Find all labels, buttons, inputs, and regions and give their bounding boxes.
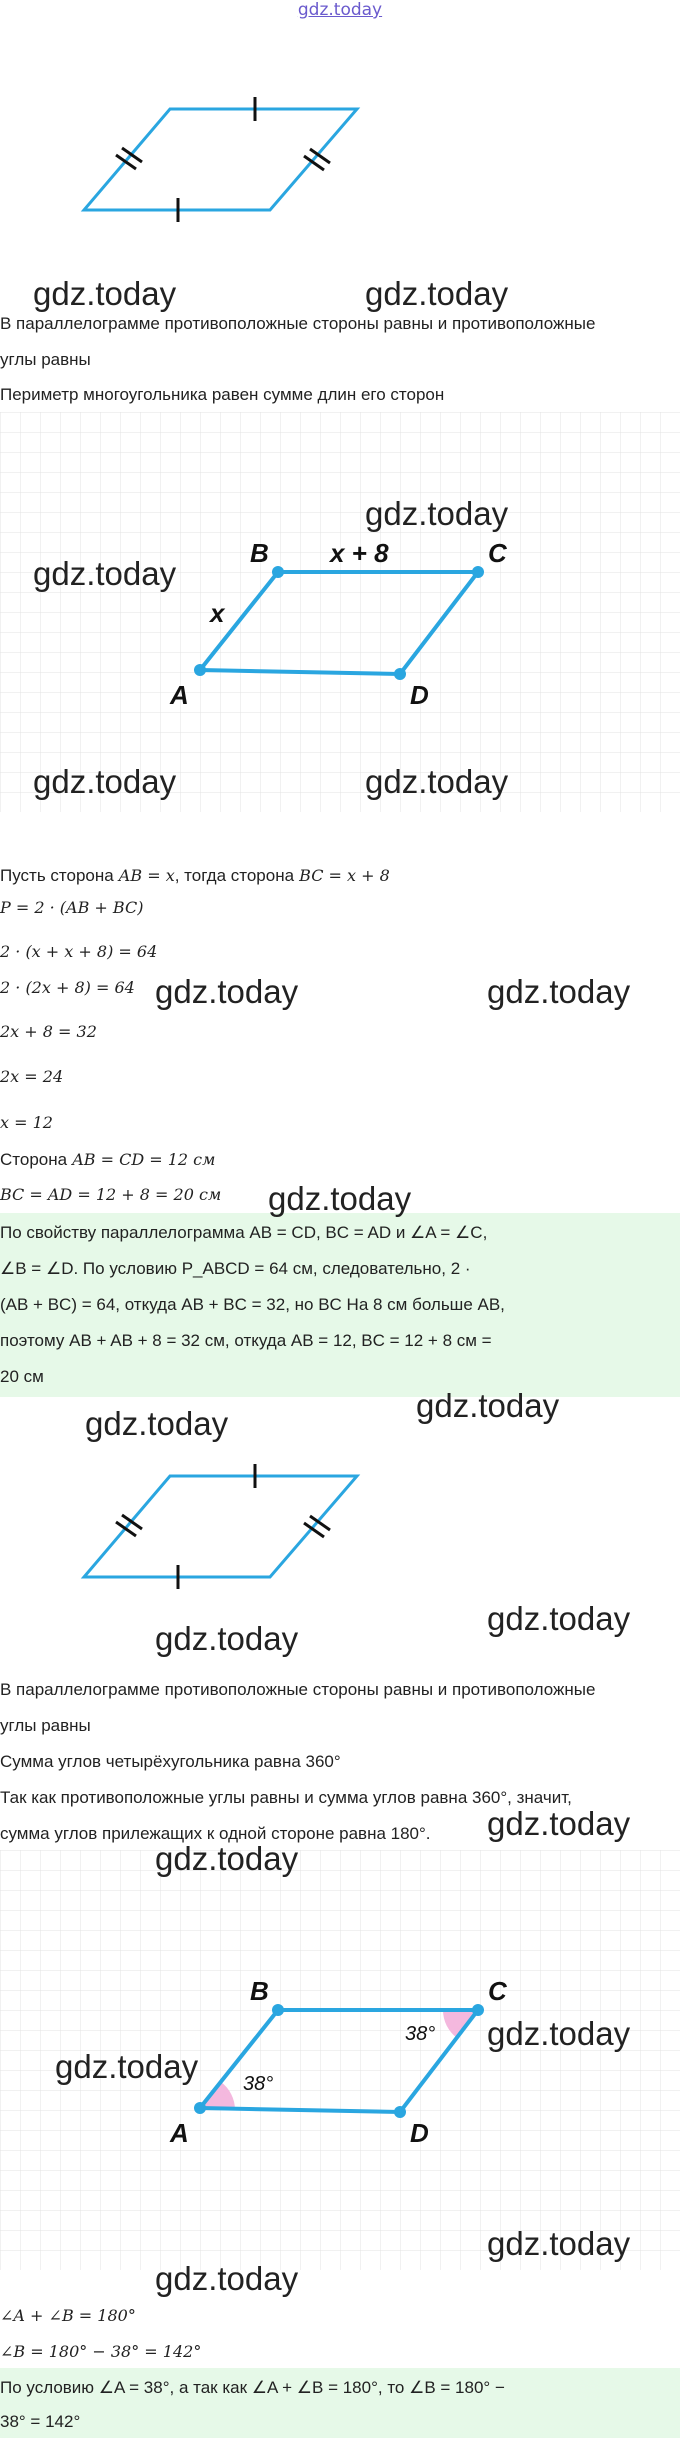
equation: x = 12 [0, 1113, 53, 1132]
text-line: Так как противоположные углы равны и сумма углов равна 360°, значит, [0, 1788, 572, 1807]
equation: ∠A + ∠B = 180° [0, 2306, 136, 2325]
watermark: gdz.today [487, 2015, 631, 2052]
watermark: gdz.today [55, 2048, 199, 2085]
watermark: gdz.today [365, 763, 509, 800]
summary-row: 38° = 142° [0, 2412, 81, 2431]
equation: 2x + 8 = 32 [0, 1022, 97, 1041]
vertex-label-a: A [170, 2118, 189, 2148]
text-line: В параллелограмме противоположные стороны равны и противоположные [0, 314, 596, 333]
vertex-label-b: B [250, 1976, 269, 2006]
side-label-bc: x + 8 [330, 538, 389, 568]
vertex-label-c: C [488, 1976, 507, 2006]
equation: 2 · (x + x + 8) = 64 [0, 942, 158, 961]
equation: 2 · (2x + 8) = 64 [0, 978, 135, 997]
watermark: gdz.today [155, 973, 299, 1010]
parallelogram-figure-2 [0, 412, 680, 812]
summary-row: ∠B = ∠D. По условию P_ABCD = 64 см, следовательно, 2 · [0, 1259, 471, 1278]
summary-row: (AB + BC) = 64, откуда AB + BC = 32, но BC На 8 см больше AB, [0, 1295, 505, 1314]
vertex-label-c: C [488, 538, 507, 568]
equation: ∠B = 180° − 38° = 142° [0, 2342, 202, 2361]
angle-label-c: 38° [405, 2023, 436, 2045]
watermark: gdz.today [365, 495, 509, 532]
vertex-label-d: D [410, 2118, 429, 2148]
site-link[interactable]: gdz.today [297, 0, 383, 20]
watermark: gdz.today [487, 973, 631, 1010]
parallelogram-figure-3 [70, 1462, 370, 1597]
parallelogram-figure-1 [70, 95, 370, 230]
angle-label-a: 38° [243, 2073, 274, 2095]
side-result: Сторона AB = CD = 12 см [0, 1150, 216, 1169]
watermark: gdz.today [155, 2260, 299, 2297]
text-line: углы равны [0, 350, 91, 369]
equation: P = 2 · (AB + BC) [0, 898, 144, 917]
text-line: В параллелограмме противоположные стороны равны и противоположные [0, 1680, 596, 1699]
vertex-label-d: D [410, 680, 429, 710]
summary-row: По свойству параллелограмма AB = CD, BC = AD и ∠A = ∠C, [0, 1223, 488, 1242]
watermark: gdz.today [33, 555, 177, 592]
vertex-label-b: B [250, 538, 269, 568]
side-label-ab: x [210, 598, 225, 628]
equation: 2x = 24 [0, 1067, 64, 1086]
text-line: Периметр многоугольника равен сумме длин его сторон [0, 385, 445, 404]
watermark: gdz.today [487, 2225, 631, 2262]
text-line: углы равны [0, 1716, 91, 1735]
watermark: gdz.today [155, 1620, 299, 1657]
watermark: gdz.today [487, 1600, 631, 1637]
summary-row: 20 см [0, 1367, 44, 1386]
watermark: gdz.today [85, 1405, 229, 1442]
watermark: gdz.today [365, 275, 509, 312]
watermark: gdz.today [155, 1840, 299, 1877]
watermark: gdz.today [33, 763, 177, 800]
watermark: gdz.today [487, 1805, 631, 1842]
watermark: gdz.today [33, 275, 177, 312]
text-line: Сумма углов четырёхугольника равна 360° [0, 1752, 341, 1771]
watermark: gdz.today [268, 1180, 412, 1217]
vertex-label-a: A [170, 680, 189, 710]
watermark: gdz.today [416, 1387, 560, 1424]
solution-intro: Пусть сторона AB = x, тогда сторона BC = x + 8 [0, 866, 390, 885]
text-line: сумма углов прилежащих к одной стороне равна 180°. [0, 1824, 431, 1843]
summary-row: поэтому AB + AB + 8 = 32 см, откуда AB = 12, BC = 12 + 8 см = [0, 1331, 492, 1350]
equation: BC = AD = 12 + 8 = 20 см [0, 1185, 222, 1204]
summary-row: По условию ∠A = 38°, а так как ∠A + ∠B = 180°, то ∠B = 180° − [0, 2378, 505, 2397]
